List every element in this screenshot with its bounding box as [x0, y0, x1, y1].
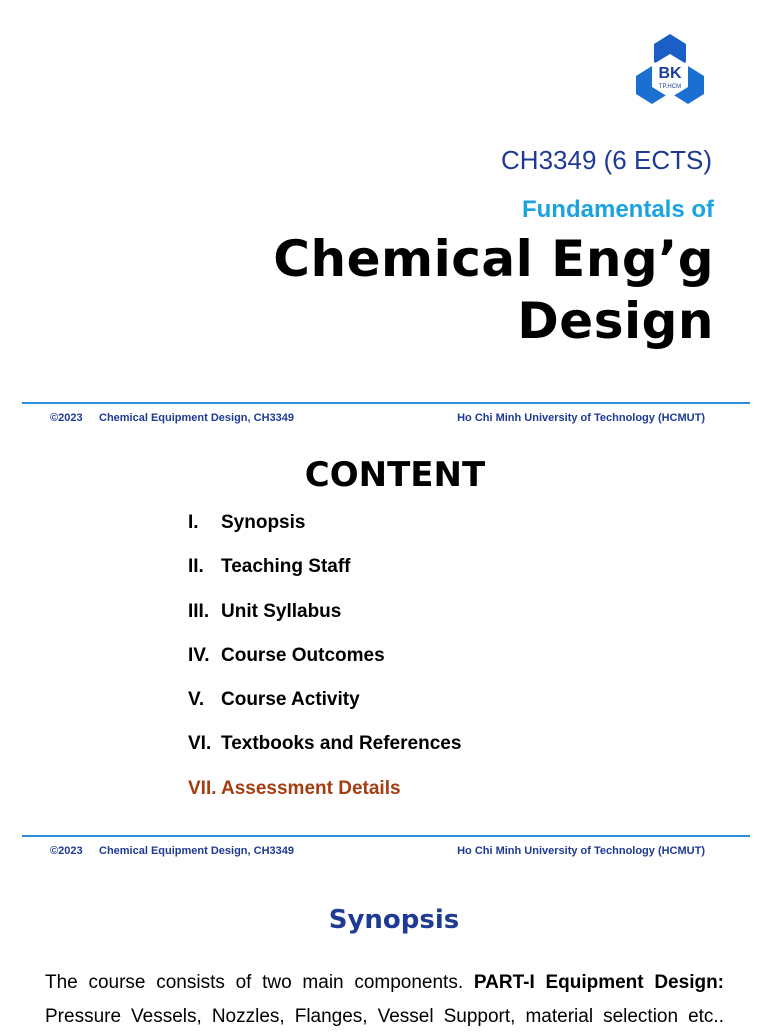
course-code: CH3349 (6 ECTS) — [501, 145, 712, 175]
logo-text: BK — [658, 65, 682, 82]
toc-label: Teaching Staff — [221, 556, 351, 578]
toc-number: VII. — [188, 777, 217, 799]
toc-number: IV. — [188, 644, 210, 666]
table-of-contents — [188, 512, 461, 822]
synopsis-heading: Synopsis — [328, 905, 460, 935]
course-title-line2: Design — [517, 292, 714, 350]
toc-item[interactable] — [188, 645, 461, 689]
synopsis-text: The course consists of two main components. — [45, 972, 464, 993]
course-title-line1: Chemical Eng’g — [273, 230, 714, 288]
synopsis-paragraph-line: Pressure Vessels, Nozzles, Flanges, Vessel Support, material selection etc.. — [45, 1006, 724, 1027]
footer-copyright: ©2023 — [50, 845, 83, 857]
footer-divider — [22, 402, 750, 404]
toc-item[interactable] — [188, 733, 461, 777]
course-title — [273, 228, 714, 352]
footer-course: Chemical Equipment Design, CH3349 — [99, 845, 294, 857]
toc-label: Course Activity — [221, 689, 360, 711]
footer-divider — [22, 835, 750, 837]
toc-number: II. — [188, 556, 204, 578]
toc-item[interactable] — [188, 512, 461, 556]
toc-item[interactable] — [188, 556, 461, 600]
footer-course: Chemical Equipment Design, CH3349 — [99, 412, 294, 424]
toc-label: Textbooks and References — [221, 733, 462, 755]
toc-number: VI. — [188, 733, 212, 755]
toc-number: III. — [188, 600, 210, 622]
toc-label: Course Outcomes — [221, 644, 385, 666]
university-logo — [630, 32, 710, 112]
toc-label: Unit Syllabus — [221, 600, 342, 622]
toc-number: V. — [188, 689, 205, 711]
toc-label: Assessment Details — [221, 777, 401, 799]
toc-label: Synopsis — [221, 512, 306, 533]
course-subtitle: Fundamentals of — [521, 196, 714, 223]
toc-item-active[interactable] — [188, 778, 461, 822]
toc-number: I. — [188, 512, 199, 533]
toc-item[interactable] — [188, 601, 461, 645]
footer-university: Ho Chi Minh University of Technology (HCMUT) — [457, 845, 705, 857]
toc-item[interactable] — [188, 689, 461, 733]
logo-subtext: TP.HCM — [658, 84, 682, 90]
footer-university: Ho Chi Minh University of Technology (HCMUT) — [457, 412, 705, 424]
footer-copyright: ©2023 — [50, 412, 83, 424]
synopsis-bold-text: PART-I Equipment Design: — [473, 972, 725, 993]
synopsis-paragraph-line — [45, 966, 724, 1000]
content-heading: CONTENT — [304, 455, 486, 495]
